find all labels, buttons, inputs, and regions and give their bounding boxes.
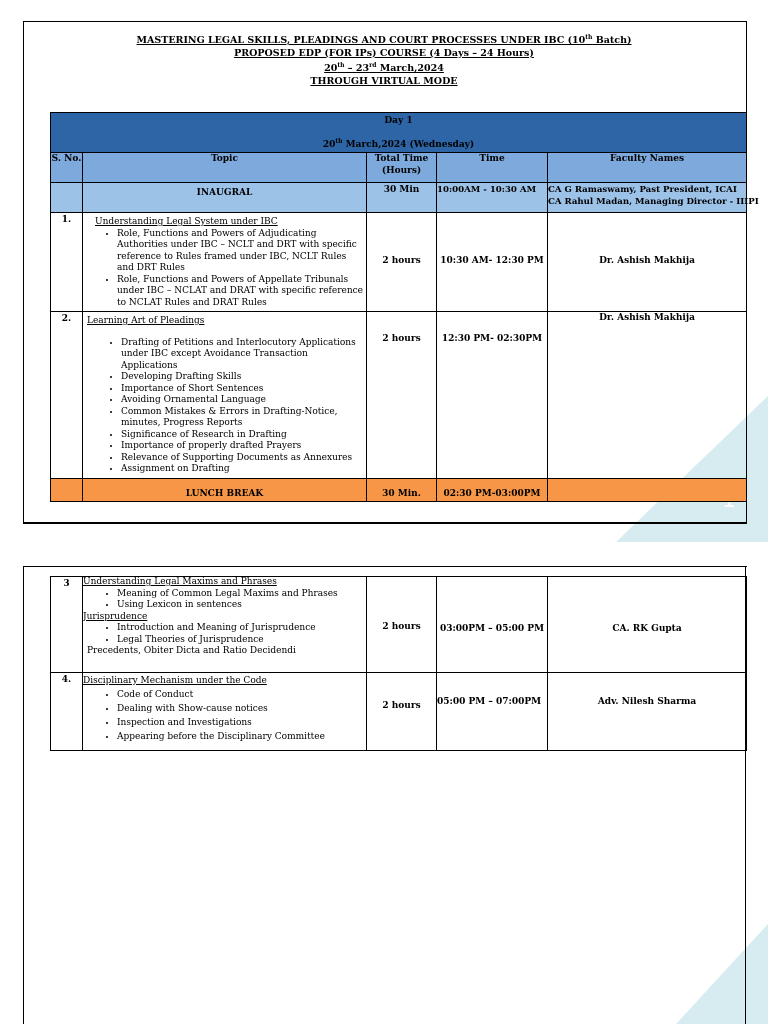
list-item: • Code of Conduct — [117, 688, 364, 702]
session-title: Understanding Legal System under IBC — [95, 217, 278, 227]
list-item: • Significance of Research in Drafting — [121, 430, 364, 442]
list-item: • Using Lexicon in sentences — [117, 600, 364, 612]
document-header — [23, 32, 745, 88]
list-item: • Role, Functions and Powers of Adjudicating Authorities under IBC – NCLT and DRT with specific reference to Rules framed under IBC, NCLT Rules and DRT Rules — [117, 229, 364, 275]
session-number: 2. — [51, 312, 83, 479]
lunch-time: 02:30 PM-03:00PM — [437, 478, 548, 501]
list-item: • Importance of properly drafted Prayers — [121, 441, 364, 453]
session-faculty: Dr. Ashish Makhija — [548, 312, 747, 479]
inaugural-row — [51, 183, 747, 213]
session-total: 2 hours — [367, 312, 437, 479]
page-frame-top — [23, 566, 747, 567]
session-time: 03:00PM – 05:00 PM — [437, 577, 548, 673]
course-subtitle: PROPOSED EDP (FOR IPs) COURSE (4 Days – 24 Hours) — [234, 47, 534, 59]
session-faculty: Dr. Ashish Makhija — [548, 213, 747, 312]
session-number: 4. — [51, 673, 83, 751]
session-total: 2 hours — [367, 673, 437, 751]
list-item: • Introduction and Meaning of Jurisprudence — [117, 623, 364, 635]
day-header-row — [51, 113, 747, 153]
session-row — [51, 312, 747, 479]
session-time: 12:30 PM- 02:30PM — [437, 312, 548, 479]
session-total: 2 hours — [367, 577, 437, 673]
lunch-total: 30 Min. — [367, 478, 437, 501]
list-item: • Appearing before the Disciplinary Committee — [117, 730, 364, 744]
session-topic — [83, 577, 367, 673]
list-item: • Importance of Short Sentences — [121, 384, 364, 396]
inaugural-time: 10:00AM - 10:30 AM — [437, 183, 548, 213]
day-label: Day 1 — [384, 116, 413, 126]
session-row — [51, 213, 747, 312]
schedule-table-continued — [50, 576, 747, 751]
session-topic — [83, 673, 367, 751]
schedule-table-day1 — [50, 112, 759, 502]
session-topic — [83, 213, 367, 312]
lunch-label: LUNCH BREAK — [83, 478, 367, 501]
col-time: Time — [437, 153, 548, 183]
session-number: 1. — [51, 213, 83, 312]
list-item: • Assignment on Drafting — [121, 464, 364, 476]
session-faculty: CA. RK Gupta — [548, 577, 747, 673]
list-item: • Legal Theories of Jurisprudence — [117, 635, 364, 647]
list-item: • Role, Functions and Powers of Appellate Tribunals under IBC – NCLAT and DRAT with specific reference to NCLAT Rules and DRAT Rules — [117, 275, 364, 310]
session-title: Learning Art of Pleadings — [87, 316, 205, 326]
list-item: • Developing Drafting Skills — [121, 372, 364, 384]
col-topic: Topic — [83, 153, 367, 183]
session-total: 2 hours — [367, 213, 437, 312]
session-topic — [83, 312, 367, 479]
inaugural-total: 30 Min — [367, 183, 437, 213]
course-dates: 20th – 23rd March,2024 — [324, 62, 444, 75]
inaugural-topic: INAUGRAL — [83, 183, 367, 213]
session-row — [51, 577, 747, 673]
list-item: • Common Mistakes & Errors in Drafting-Notice, minutes, Progress Reports — [121, 407, 364, 430]
session-title: Understanding Legal Maxims and Phrases — [83, 577, 277, 587]
session-time: 10:30 AM- 12:30 PM — [437, 213, 548, 312]
lunch-row — [51, 478, 747, 501]
list-item: • Inspection and Investigations — [117, 716, 364, 730]
course-mode: THROUGH VIRTUAL MODE — [310, 75, 458, 87]
page-frame-left — [23, 566, 24, 1024]
list-item: • Drafting of Petitions and Interlocutory Applications under IBC except Avoidance Transaction Applications — [121, 338, 364, 373]
day-header — [51, 113, 747, 153]
inaugural-faculty: CA G Ramaswamy, Past President, ICAI CA Rahul Madan, Managing Director - IIIPI — [548, 183, 747, 213]
list-item: • Relevance of Supporting Documents as Annexures — [121, 453, 364, 465]
col-total-time: Total Time (Hours) — [367, 153, 437, 183]
col-faculty: Faculty Names — [548, 153, 747, 183]
session-title: Disciplinary Mechanism under the Code — [83, 676, 267, 686]
list-item: • Avoiding Ornamental Language — [121, 395, 364, 407]
session-row — [51, 673, 747, 751]
course-title: MASTERING LEGAL SKILLS, PLEADINGS AND COURT PROCESSES UNDER IBC (10th Batch) — [136, 34, 632, 47]
list-item: • Dealing with Show-cause notices — [117, 702, 364, 716]
col-sno: S. No. — [51, 153, 83, 183]
session-time: 05:00 PM – 07:00PM — [437, 673, 548, 751]
column-header-row — [51, 153, 747, 183]
list-item: • Meaning of Common Legal Maxims and Phrases — [117, 589, 364, 601]
session-note: Precedents, Obiter Dicta and Ratio Decidendi — [87, 646, 296, 656]
session-faculty: Adv. Nilesh Sharma — [548, 673, 747, 751]
day-date: 20th March,2024 (Wednesday) — [322, 137, 475, 150]
session-subtitle: Jurisprudence — [83, 611, 148, 622]
session-number: 3 — [51, 577, 83, 673]
decorative-triangle — [676, 924, 768, 1024]
